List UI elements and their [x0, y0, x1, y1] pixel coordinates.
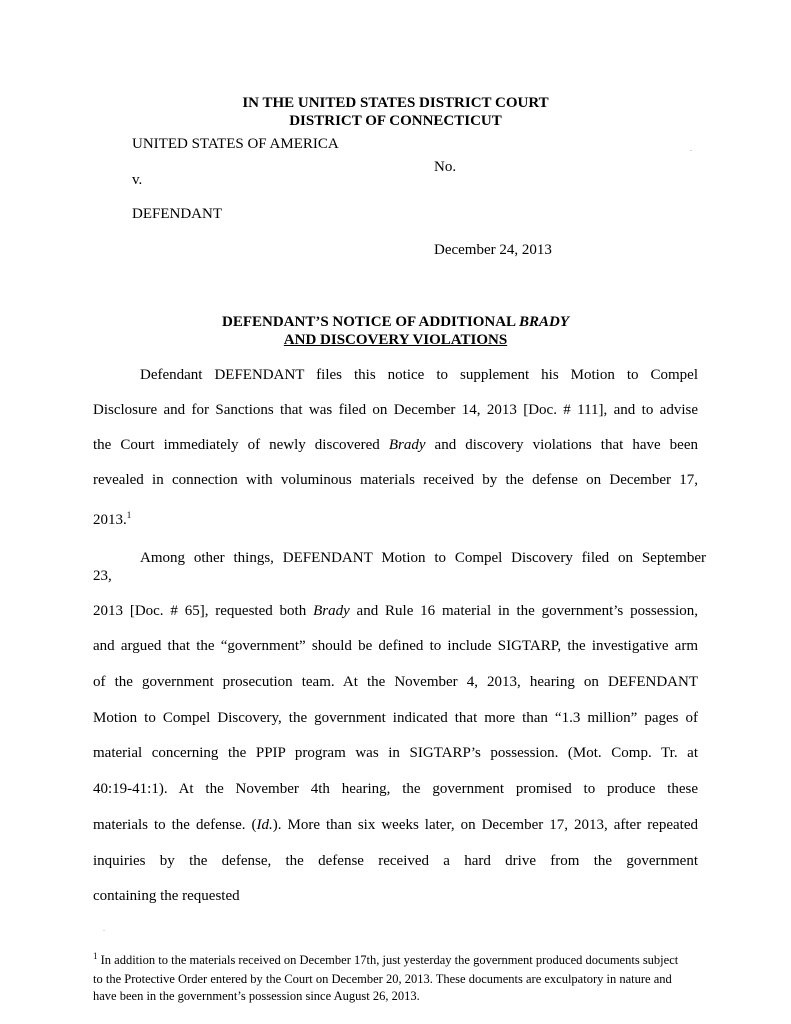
defendant-name: DEFENDANT — [132, 206, 222, 222]
document-subtitle — [0, 331, 791, 349]
footnote-line2: to the Protective Order entered by the Court on December 20, 2013. These documents are exculpatory in nature and — [93, 972, 672, 986]
footnote-line1 — [93, 952, 698, 968]
para2-line8 — [93, 816, 698, 834]
para2-line1: Among other things, DEFENDANT Motion to Compel Discovery filed on September — [140, 550, 706, 566]
para1-line3 — [93, 436, 698, 454]
title-text: DEFENDANT’S NOTICE OF ADDITIONAL — [221, 314, 519, 330]
para2-line2-a: 2013 [Doc. # 65], requested both — [93, 603, 314, 619]
title-brady: BRADY — [518, 314, 569, 330]
subtitle-text: AND DISCOVERY VIOLATIONS — [283, 332, 508, 348]
versus-label: v. — [132, 172, 143, 188]
para2-line3: and argued that the “government” should be defined to include SIGTARP, the investigative arm — [93, 638, 698, 654]
para1-line1: Defendant DEFENDANT files this notice to supplement his Motion to Compel — [140, 367, 698, 383]
footnote-reference[interactable]: 1 — [126, 510, 132, 520]
para2-line6: material concerning the PPIP program was in SIGTARP’s possession. (Mot. Comp. Tr. at — [93, 745, 698, 761]
para2-line2 — [93, 602, 698, 620]
footnote-text-1: In addition to the materials received on December 17th, just yesterday the government produced documents subject — [100, 953, 679, 967]
court-district: DISTRICT OF CONNECTICUT — [289, 113, 502, 129]
para1-line5 — [93, 511, 698, 529]
para2-line4: of the government prosecution team. At the November 4, 2013, hearing on DEFENDANT — [93, 674, 698, 690]
para1-line4: revealed in connection with voluminous materials received by the defense on December 17, — [93, 472, 698, 488]
para1-line5-text: 2013. — [93, 512, 127, 528]
para1-brady: Brady — [388, 437, 426, 453]
filing-date: December 24, 2013 — [434, 242, 552, 258]
scan-speck: . — [103, 924, 105, 933]
document-title — [0, 313, 791, 331]
para2-id: Id. — [256, 817, 273, 833]
para2-line5: Motion to Compel Discovery, the government indicated that more than “1.3 million” pages of — [93, 710, 698, 726]
scan-speck: . — [690, 144, 692, 153]
para2-line10: containing the requested — [93, 888, 240, 904]
court-name: IN THE UNITED STATES DISTRICT COURT — [242, 95, 549, 111]
para2-line2-b: and Rule 16 material in the government’s possession, — [349, 603, 698, 619]
plaintiff-name: UNITED STATES OF AMERICA — [132, 136, 339, 152]
para2-brady: Brady — [313, 603, 350, 619]
para1-line3-a: the Court immediately of newly discovered — [93, 437, 389, 453]
para2-line8-a: materials to the defense. ( — [93, 817, 257, 833]
para2-line7: 40:19-41:1). At the November 4th hearing, the government promised to produce these — [93, 781, 698, 797]
para2-line9: inquiries by the defense, the defense received a hard drive from the government — [93, 853, 698, 869]
case-number: No. — [434, 159, 457, 175]
para2-line1b: 23, — [93, 568, 112, 584]
para1-line3-b: and discovery violations that have been — [425, 437, 698, 453]
para2-line8-b: ). More than six weeks later, on December 17, 2013, after repeated — [272, 817, 698, 833]
footnote-mark: 1 — [93, 950, 98, 961]
para1-line2: Disclosure and for Sanctions that was filed on December 14, 2013 [Doc. # 111], and to advise — [93, 402, 698, 418]
footnote-line3: have been in the government’s possession since August 26, 2013. — [93, 989, 420, 1003]
